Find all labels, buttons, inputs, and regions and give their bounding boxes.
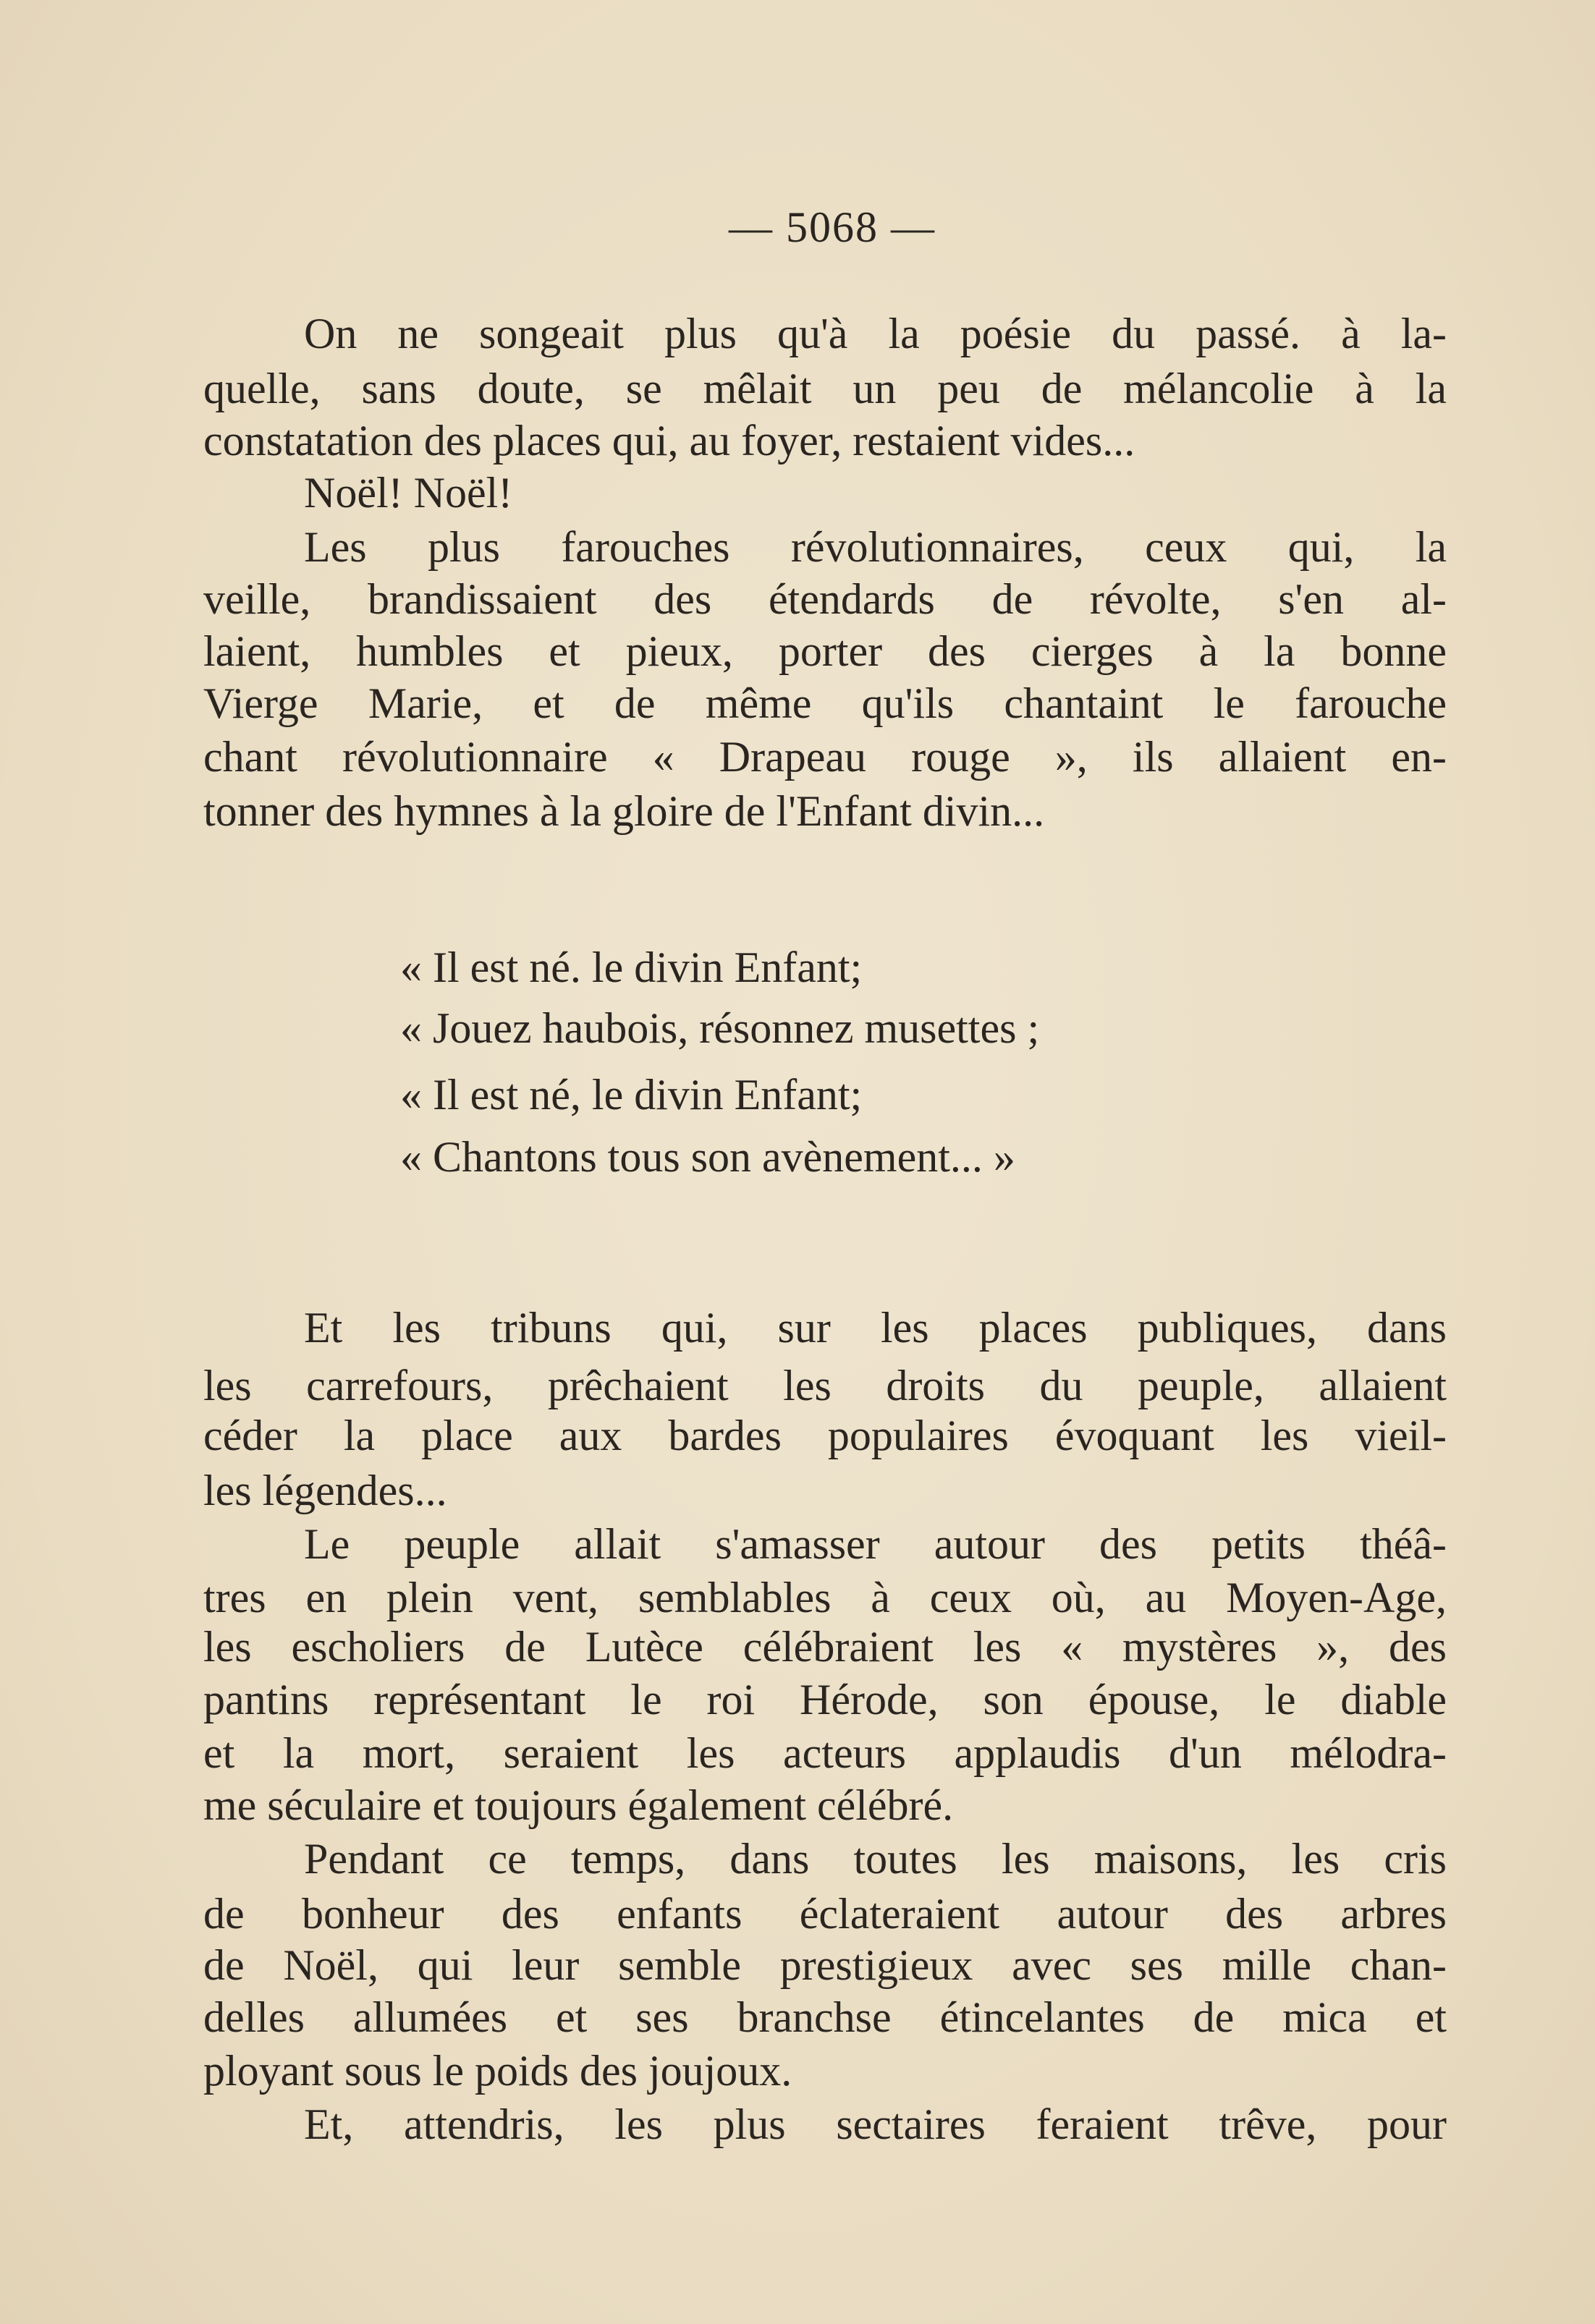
- text-line: me séculaire et toujours également célébré.: [203, 1781, 954, 1829]
- text-line: Les plus farouches révolutionnaires, ceux qui, la: [304, 523, 1447, 571]
- text-line: Et les tribuns qui, sur les places publiques, dans: [304, 1304, 1447, 1352]
- text-line: tres en plein vent, semblables à ceux où, au Moyen-Age,: [203, 1574, 1447, 1621]
- verse-line: « Jouez haubois, résonnez musettes ;: [400, 1004, 1040, 1052]
- text-line: les escholiers de Lutèce célébraient les « mystères », des: [203, 1623, 1447, 1671]
- text-line: Le peuple allait s'amasser autour des petits théâ-: [304, 1520, 1447, 1568]
- text-line: de bonheur des enfants éclateraient autour des arbres: [203, 1890, 1447, 1938]
- text-line: les carrefours, prêchaient les droits du peuple, allaient: [203, 1362, 1447, 1409]
- text-line: tonner des hymnes à la gloire de l'Enfant divin...: [203, 787, 1045, 835]
- text-line: Pendant ce temps, dans toutes les maisons, les cris: [304, 1835, 1447, 1883]
- text-line: veille, brandissaient des étendards de révolte, s'en al-: [203, 575, 1447, 623]
- text-line: Et, attendris, les plus sectaires feraient trêve, pour: [304, 2100, 1447, 2148]
- text-line: de Noël, qui leur semble prestigieux avec ses mille chan-: [203, 1941, 1447, 1989]
- text-line: quelle, sans doute, se mêlait un peu de mélancolie à la: [203, 365, 1447, 412]
- text-line: Vierge Marie, et de même qu'ils chantaint le farouche: [203, 679, 1447, 727]
- text-line: laient, humbles et pieux, porter des cierges à la bonne: [203, 627, 1447, 675]
- text-line: On ne songeait plus qu'à la poésie du passé. à la-: [304, 310, 1447, 357]
- verse-line: « Il est né. le divin Enfant;: [400, 943, 863, 991]
- text-line: céder la place aux bardes populaires évoquant les vieil-: [203, 1412, 1447, 1459]
- text-line: delles allumées et ses branchse étincelantes de mica et: [203, 1993, 1447, 2041]
- verse-line: « Chantons tous son avènement... »: [400, 1133, 1015, 1181]
- text-line: chant révolutionnaire « Drapeau rouge », ils allaient en-: [203, 733, 1447, 781]
- text-line: constatation des places qui, au foyer, restaient vides...: [203, 417, 1135, 465]
- verse-line: « Il est né, le divin Enfant;: [400, 1071, 863, 1119]
- page-number: — 5068 —: [729, 203, 936, 251]
- text-line: et la mort, seraient les acteurs applaudis d'un mélodra-: [203, 1729, 1447, 1777]
- text-line: pantins représentant le roi Hérode, son épouse, le diable: [203, 1676, 1447, 1723]
- text-line: Noël! Noël!: [304, 469, 513, 517]
- text-line: ployant sous le poids des joujoux.: [203, 2047, 792, 2095]
- text-line: les légendes...: [203, 1467, 447, 1514]
